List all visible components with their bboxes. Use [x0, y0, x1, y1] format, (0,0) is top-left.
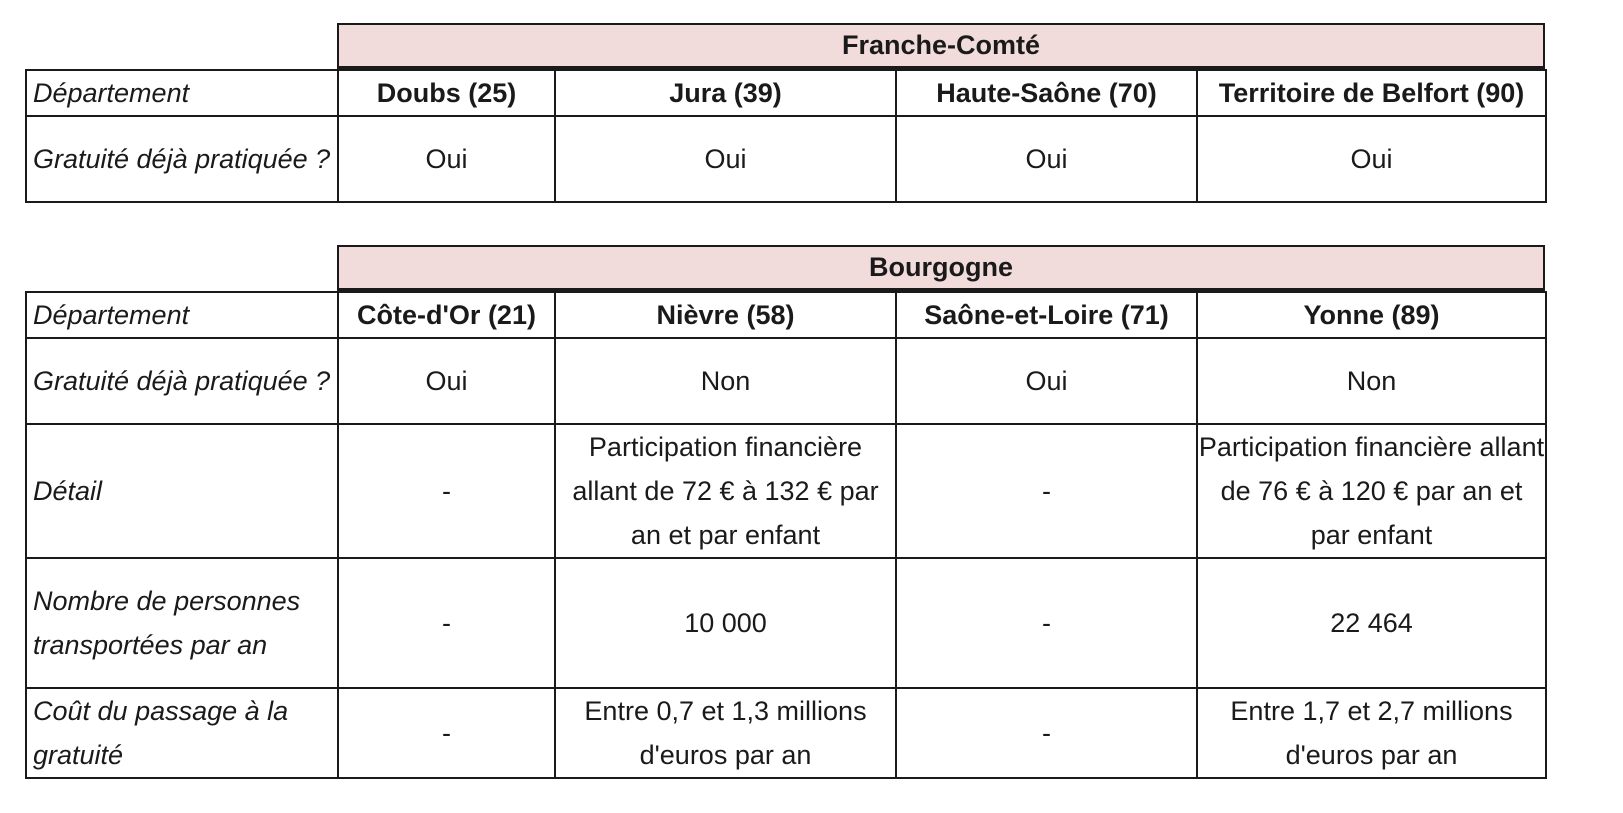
dept-cote-d-or: Côte-d'Or (21) [338, 292, 555, 338]
gratuite-nievre: Non [555, 338, 896, 424]
cout-row [26, 688, 1546, 778]
gratuite-row [26, 338, 1546, 424]
region-header-row [25, 245, 1545, 291]
row-label-gratuite: Gratuité déjà pratiquée ? [26, 338, 338, 424]
region-spacer [25, 23, 337, 69]
nombre-nievre: 10 000 [555, 558, 896, 688]
nombre-yonne: 22 464 [1197, 558, 1546, 688]
gratuite-jura: Oui [555, 116, 896, 202]
nombre-cote-d-or: - [338, 558, 555, 688]
row-label-gratuite: Gratuité déjà pratiquée ? [26, 116, 338, 202]
region-header-row [25, 23, 1545, 69]
region-spacer [25, 245, 337, 291]
cout-saone-et-loire: - [896, 688, 1197, 778]
gratuite-doubs: Oui [338, 116, 555, 202]
bourgogne-grid [25, 291, 1547, 779]
gratuite-yonne: Non [1197, 338, 1546, 424]
dept-saone-et-loire: Saône-et-Loire (71) [896, 292, 1197, 338]
dept-jura: Jura (39) [555, 70, 896, 116]
cout-cote-d-or: - [338, 688, 555, 778]
dept-haute-saone: Haute-Saône (70) [896, 70, 1197, 116]
row-label-departement: Département [26, 292, 338, 338]
gratuite-row [26, 116, 1546, 202]
dept-territoire-de-belfort: Territoire de Belfort (90) [1197, 70, 1546, 116]
row-label-cout: Coût du passage à la gratuité [26, 688, 338, 778]
gratuite-haute-saone: Oui [896, 116, 1197, 202]
row-label-detail: Détail [26, 424, 338, 558]
bourgogne-table [25, 245, 1545, 779]
cout-yonne: Entre 1,7 et 2,7 millions d'euros par an [1197, 688, 1546, 778]
row-label-departement: Département [26, 70, 338, 116]
gratuite-cote-d-or: Oui [338, 338, 555, 424]
region-header-bourgogne: Bourgogne [337, 245, 1545, 291]
detail-row [26, 424, 1546, 558]
gratuite-saone-et-loire: Oui [896, 338, 1197, 424]
row-label-nombre: Nombre de personnes transportées par an [26, 558, 338, 688]
dept-nievre: Nièvre (58) [555, 292, 896, 338]
detail-yonne: Participation financière allant de 76 € à 120 € par an et par enfant [1197, 424, 1546, 558]
franche-comte-grid [25, 69, 1547, 203]
nombre-row [26, 558, 1546, 688]
dept-doubs: Doubs (25) [338, 70, 555, 116]
detail-saone-et-loire: - [896, 424, 1197, 558]
cout-nievre: Entre 0,7 et 1,3 millions d'euros par an [555, 688, 896, 778]
detail-nievre: Participation financière allant de 72 € à 132 € par an et par enfant [555, 424, 896, 558]
gratuite-territoire-de-belfort: Oui [1197, 116, 1546, 202]
detail-cote-d-or: - [338, 424, 555, 558]
franche-comte-table [25, 23, 1545, 203]
nombre-saone-et-loire: - [896, 558, 1197, 688]
dept-yonne: Yonne (89) [1197, 292, 1546, 338]
department-row [26, 292, 1546, 338]
department-row [26, 70, 1546, 116]
region-header-franche-comte: Franche-Comté [337, 23, 1545, 69]
